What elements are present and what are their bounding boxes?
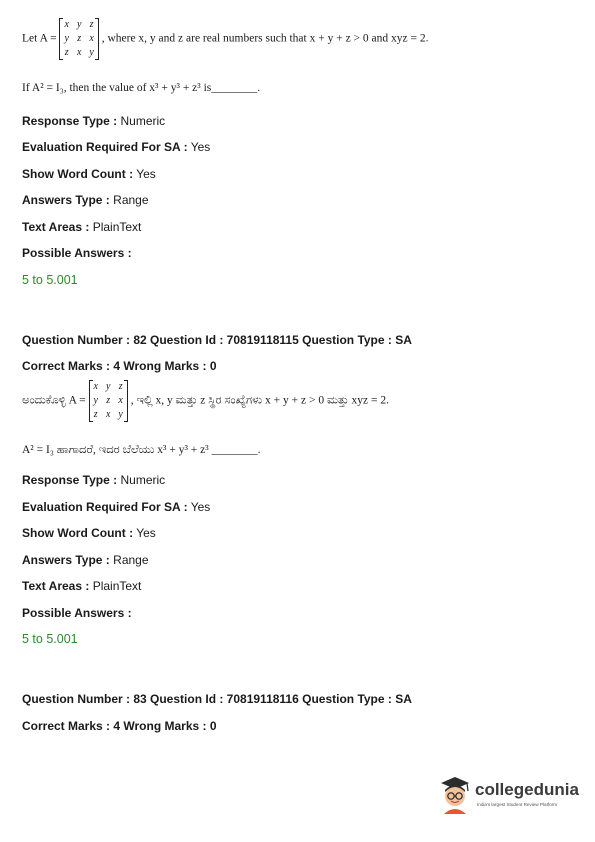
- show-word-count: [22, 526, 156, 540]
- field-value: Range: [113, 553, 149, 567]
- field-label: Show Word Count :: [22, 526, 134, 540]
- matrix-cell: z: [106, 395, 111, 406]
- answers-type: [22, 553, 149, 567]
- matrix-cell: x: [118, 395, 123, 406]
- matrix-cell: z: [118, 381, 123, 392]
- matrix-cell: y: [93, 395, 98, 406]
- show-word-count: [22, 167, 156, 181]
- question-header: Question Number : 83 Question Id : 70819118116 Question Type : SA: [22, 692, 412, 706]
- field-label: Possible Answers :: [22, 606, 132, 620]
- field-label: Answers Type :: [22, 193, 110, 207]
- q81-prefix: Let A =: [22, 32, 57, 45]
- field-label: Response Type :: [22, 114, 118, 128]
- field-value: Yes: [190, 500, 211, 514]
- matrix-cell: z: [64, 47, 69, 58]
- logo-name: collegedunia: [475, 780, 579, 799]
- matrix-cell: z: [93, 409, 98, 420]
- logo-tagline: India's largest Student Review Platform: [477, 802, 558, 807]
- possible-answers-label: [22, 606, 132, 620]
- matrix-cell: x: [89, 33, 94, 44]
- field-label: Evaluation Required For SA :: [22, 500, 188, 514]
- evaluation-required: [22, 500, 210, 514]
- q82-line1: [22, 380, 389, 422]
- collegedunia-logo: [437, 774, 587, 818]
- field-label: Evaluation Required For SA :: [22, 140, 188, 154]
- field-label: Answers Type :: [22, 553, 110, 567]
- text-areas: [22, 220, 141, 234]
- q81-matrix: [59, 18, 98, 60]
- field-value: Range: [113, 193, 149, 207]
- field-value: Numeric: [120, 473, 166, 487]
- matrix-cell: y: [64, 33, 69, 44]
- matrix-cell: x: [64, 19, 69, 30]
- matrix-cell: y: [89, 47, 94, 58]
- matrix-cell: z: [77, 33, 82, 44]
- q81-line2: If A² = I₃, then the value of x³ + y³ + z³ is________.: [22, 82, 261, 94]
- field-value: Numeric: [120, 114, 166, 128]
- question-marks: Correct Marks : 4 Wrong Marks : 0: [22, 719, 217, 733]
- field-value: Yes: [190, 140, 211, 154]
- possible-answer: 5 to 5.001: [22, 632, 78, 646]
- student-mascot-icon: [437, 774, 473, 814]
- q82-prefix: ಅಂದುಕೊಳ್ಳಿ A =: [22, 394, 86, 407]
- field-value: PlainText: [92, 579, 142, 593]
- response-type: [22, 114, 165, 128]
- possible-answers-label: [22, 246, 132, 260]
- field-label: Text Areas :: [22, 579, 90, 593]
- text-areas: [22, 579, 141, 593]
- matrix-cell: y: [118, 409, 123, 420]
- matrix-cell: x: [105, 409, 111, 420]
- field-label: Text Areas :: [22, 220, 90, 234]
- matrix-cell: y: [76, 19, 82, 30]
- response-type: [22, 473, 165, 487]
- field-label: Show Word Count :: [22, 167, 134, 181]
- q81-suffix: , where x, y and z are real numbers such that x + y + z > 0 and xyz = 2.: [101, 32, 429, 45]
- field-value: Yes: [136, 167, 156, 181]
- field-label: Response Type :: [22, 473, 118, 487]
- q82-suffix: , ಇಲ್ಲಿ x, y ಮತ್ತು z ಸ್ಥಿರ ಸಂಖ್ಯೆಗಳು x + y + z > 0 ಮತ್ತು xyz = 2.: [130, 394, 389, 407]
- question-header: Question Number : 82 Question Id : 70819118115 Question Type : SA: [22, 333, 412, 347]
- possible-answer: 5 to 5.001: [22, 273, 78, 287]
- matrix-cell: y: [105, 381, 111, 392]
- question-marks: Correct Marks : 4 Wrong Marks : 0: [22, 359, 217, 373]
- matrix-cell: z: [89, 19, 94, 30]
- field-value: PlainText: [92, 220, 142, 234]
- answers-type: [22, 193, 149, 207]
- q82-matrix: [89, 380, 128, 422]
- field-value: Yes: [136, 526, 156, 540]
- field-label: Possible Answers :: [22, 246, 132, 260]
- matrix-cell: x: [76, 47, 82, 58]
- evaluation-required: [22, 140, 210, 154]
- q81-line1: [22, 18, 428, 60]
- matrix-cell: x: [93, 381, 98, 392]
- q82-line2: A² = I₃ ಹಾಗಾದರೆ, ಇದರ ಬೆಲೆಯು x³ + y³ + z³ ________.: [22, 444, 261, 456]
